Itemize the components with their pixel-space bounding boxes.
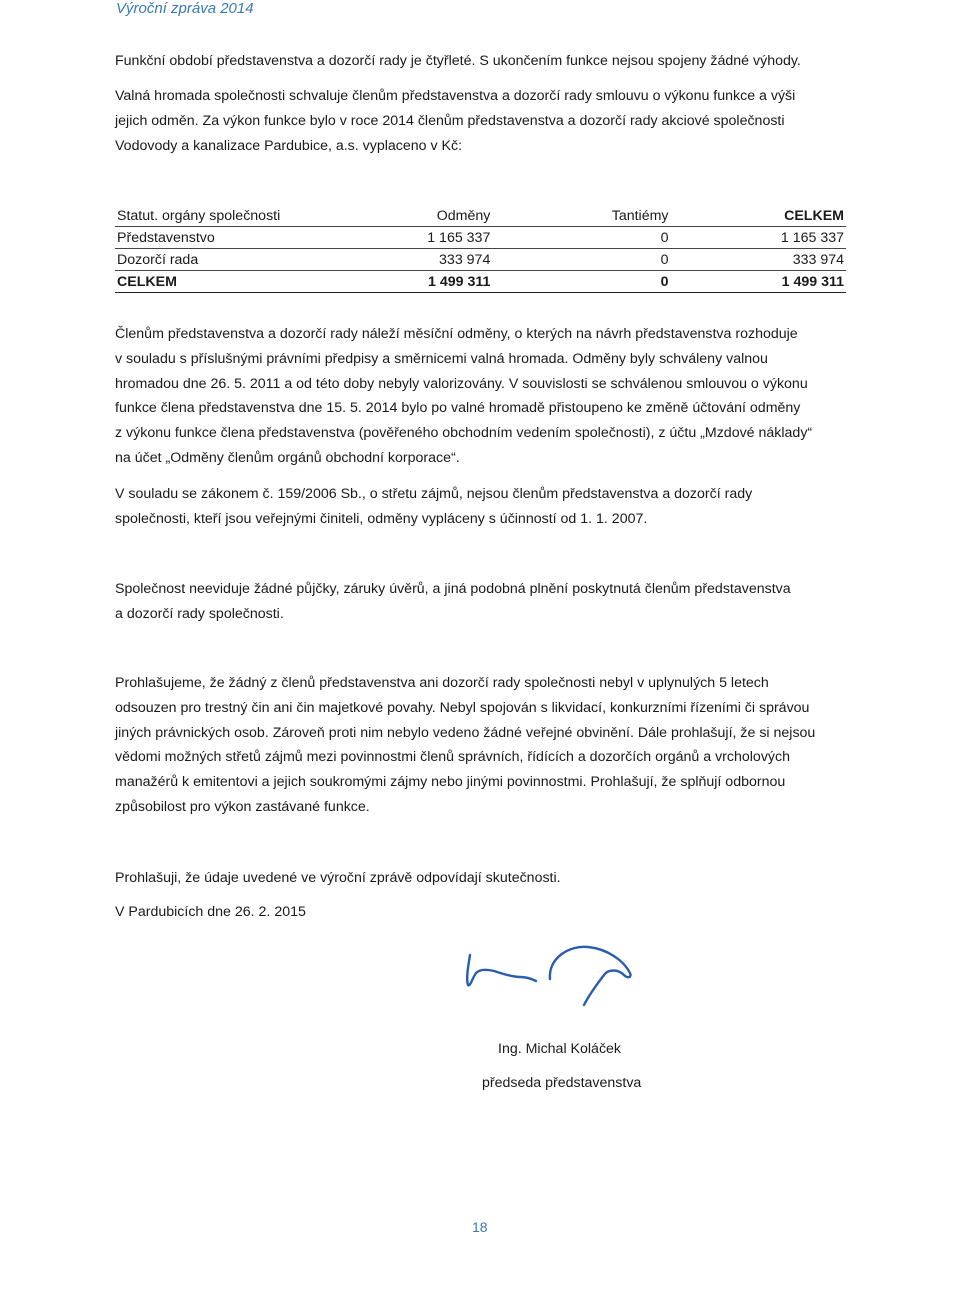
table-cell: 1 499 311 — [671, 271, 846, 293]
column-header-total: CELKEM — [671, 205, 846, 227]
column-header-bodies: Statut. orgány společnosti — [115, 205, 366, 227]
paragraph-term-of-office — [115, 49, 846, 74]
text-line: Valná hromada společnosti schvaluje členům představenstva a dozorčí rady smlouvu o výkonu funkce a výši — [115, 88, 796, 104]
text-line: a dozorčí rady společnosti. — [115, 605, 284, 622]
text-line: Prohlašujeme, že žádný z členů představenstva ani dozorčí rady společnosti nebyl v uplynulých 5 letech — [115, 675, 769, 691]
table-cell: CELKEM — [115, 271, 366, 293]
paragraph-declaration — [115, 671, 846, 820]
table-cell: 1 165 337 — [671, 227, 846, 249]
text-line: Společnost neeviduje žádné půjčky, záruky úvěrů, a jiná podobná plnění poskytnutá členům představenstva — [115, 581, 791, 597]
text-line: Prohlašuji, že údaje uvedené ve výroční zprávě odpovídají skutečnosti. — [115, 870, 561, 886]
signature-stroke — [467, 955, 536, 985]
text-line: manažérů k emitentovi a jejich soukromými zájmy nebo jinými povinnostmi. Prohlašují, že splňují odbornou — [115, 774, 786, 791]
remuneration-table — [115, 205, 846, 293]
text-line: hromadou dne 26. 5. 2011 a od této doby nebyly valorizovány. V souvislosti se schválenou smlouvou o výkonu — [115, 375, 808, 392]
table-cell: 1 499 311 — [366, 271, 492, 293]
text-line: funkce člena představenstva dne 15. 5. 2014 bylo po valné hromadě přistoupeno ke změně účtování odměny — [115, 400, 801, 417]
signature-stroke — [550, 947, 631, 1005]
text-line: společnosti, kteří jsou veřejnými činiteli, odměny vypláceny s účinností od 1. 1. 2007. — [115, 510, 648, 527]
page-number: 18 — [472, 1219, 488, 1235]
text-line: Členům představenstva a dozorčí rady náleží měsíční odměny, o kterých na návrh představenstva rozhoduje — [115, 326, 798, 342]
paragraph-general-meeting — [115, 84, 846, 158]
table-cell: 1 165 337 — [366, 227, 492, 249]
text-line: Vodovody a kanalizace Pardubice, a.s. vyplaceno v Kč: — [115, 137, 463, 154]
column-header-royalties: Tantiémy — [492, 205, 670, 227]
column-header-remuneration: Odměny — [366, 205, 492, 227]
text-line: na účet „Odměny členům orgánů obchodní korporace“. — [115, 449, 460, 466]
table-cell: Dozorčí rada — [115, 249, 366, 271]
paragraph-conflict-of-interest — [115, 482, 846, 532]
table-header-row — [115, 205, 846, 227]
table-row — [115, 249, 846, 271]
text-line: z výkonu funkce člena představenstva (pověřeného obchodním vedením společnosti), z účtu „Mzdové náklady“ — [115, 425, 813, 442]
table-cell: 0 — [492, 271, 670, 293]
place-and-date — [115, 900, 846, 925]
table-cell: 333 974 — [671, 249, 846, 271]
table-cell: Představenstvo — [115, 227, 366, 249]
text-line: vědomi možných střetů zájmů mezi povinnostmi členů správních, řídících a dozorčích orgánů a vrcholových — [115, 749, 790, 766]
text-line: způsobilost pro výkon zastávané funkce. — [115, 798, 370, 815]
text-line: v souladu s příslušnými právními předpisy a směrnicemi valná hromada. Odměny byly schváleny valnou — [115, 350, 768, 367]
text-line: Funkční období představenstva a dozorčí rady je čtyřleté. S ukončením funkce nejsou spojeny žádné výhody. — [115, 53, 801, 69]
text-line: jejich odměn. Za výkon funkce bylo v roce 2014 členům představenstva a dozorčí rady akciové společnosti — [115, 112, 785, 129]
paragraph-truthfulness — [115, 866, 846, 891]
signatory-role: předseda představenstva — [482, 1075, 642, 1091]
table-cell: 0 — [492, 227, 670, 249]
handwritten-signature — [458, 935, 658, 1025]
paragraph-monthly-remuneration — [115, 322, 846, 471]
text-line: jiných právnických osob. Zároveň proti nim nebylo vedeno žádné veřejné obvinění. Dále prohlašují, že si nejsou — [115, 724, 816, 741]
text-line: V souladu se zákonem č. 159/2006 Sb., o střetu zájmů, nejsou členům představenstva a dozorčí rady — [115, 486, 753, 502]
table-cell: 0 — [492, 249, 670, 271]
text-line: V Pardubicích dne 26. 2. 2015 — [115, 904, 306, 920]
table-total-row — [115, 271, 846, 293]
table-row — [115, 227, 846, 249]
paragraph-loans — [115, 577, 846, 627]
report-header-title: Výroční zpráva 2014 — [116, 0, 254, 17]
table-cell: 333 974 — [366, 249, 492, 271]
signatory-name: Ing. Michal Koláček — [498, 1041, 622, 1057]
text-line: odsouzen pro trestný čin ani čin majetkové povahy. Nebyl spojován s likvidací, konkurzními řízeními či správou — [115, 699, 810, 716]
